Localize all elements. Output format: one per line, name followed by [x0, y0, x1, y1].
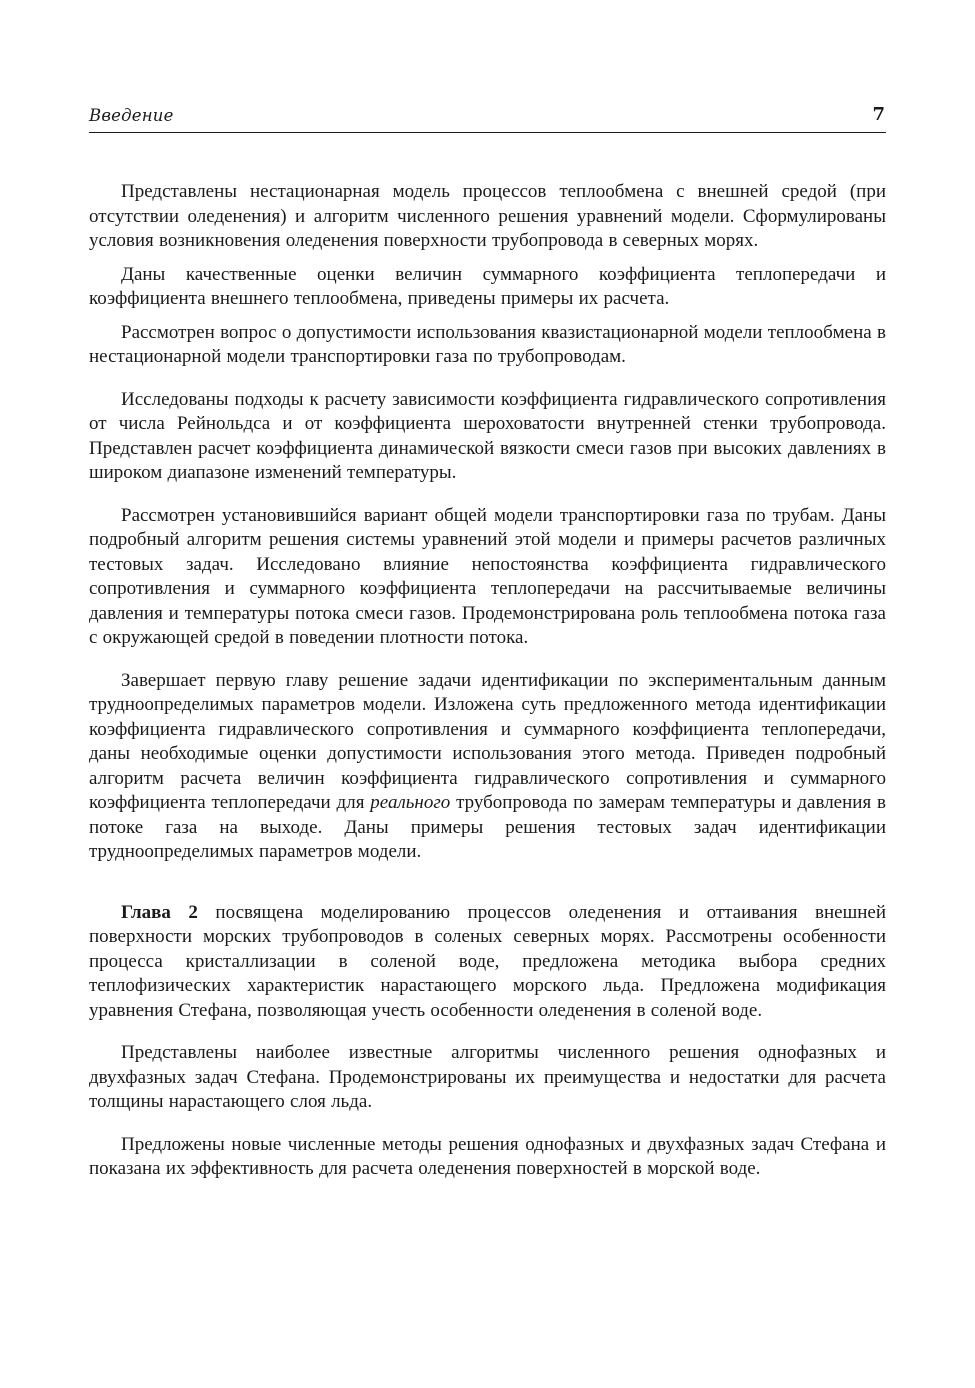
- section-title: Введение: [89, 106, 174, 125]
- identification-italic-word: реального: [370, 792, 451, 813]
- paragraph-new-methods: Предложены новые численные методы решения однофазных и двухфазных задач Стефана и показана их эффективность для расчета оледенения поверхностей в морской воде.: [89, 1133, 886, 1179]
- identification-text-after: трубопровода по замерам температуры и давления в потоке газа на выходе. Даны примеры решения тестовых задач идентификации трудноопределимых параметров модели.: [89, 792, 886, 862]
- paragraph-hydraulic-resistance: Исследованы подходы к расчету зависимости коэффициента гидравлического сопротивления от числа Рейнольдса и от коэффициента шероховатости внутренней стенки трубопровода. Представлен расчет коэффициента динамической вязкости смеси газов при высоких давлениях в широком диапазоне изменений температуры.: [89, 388, 886, 483]
- paragraph-chapter-2: [89, 901, 886, 1024]
- paragraph-heat-exchange-model: Представлены нестационарная модель процессов теплообмена с внешней средой (при отсутствии оледенения) и алгоритм численного решения уравнений модели. Сформулированы условия возникновения оледенения поверхности трубопровода в северных морях.: [89, 181, 886, 251]
- page-number: 7: [872, 104, 885, 125]
- paragraph-steady-state-model: Рассмотрен установившийся вариант общей модели транспортировки газа по трубам. Даны подробный алгоритм решения системы уравнений этой модели и примеры расчетов различных тестовых задач. Исследовано влияние непостоянства коэффициента гидравлического сопротивления и суммарного коэффициента теплопередачи на рассчитываемые величины давления и температуры потока смеси газов. Продемонстрирована роль теплообмена потока газа с окружающей средой в поведении плотности потока.: [89, 504, 886, 648]
- running-header: [89, 104, 886, 133]
- book-page: [89, 0, 886, 1388]
- body-text: [89, 180, 886, 1182]
- paragraph-quasistationary-model: Рассмотрен вопрос о допустимости использования квазистационарной модели теплообмена в нестационарной модели транспортировки газа по трубопроводам.: [89, 321, 886, 367]
- paragraph-identification: [89, 669, 886, 865]
- identification-text-before: Завершает первую главу решение задачи идентификации по экспериментальным данным трудноопределимых параметров модели. Изложена суть предложенного метода идентификации коэффициента гидравлического сопротивления и суммарного коэффициента теплопередачи, даны необходимые оценки допустимости использования этого метода. Приведен подробный алгоритм расчета величин коэффициента гидравлического сопротивления и суммарного коэффициента теплопередачи для: [89, 669, 886, 813]
- chapter-2-label: Глава 2: [121, 901, 198, 923]
- paragraph-heat-transfer-estimates: Даны качественные оценки величин суммарного коэффициента теплопередачи и коэффициента внешнего теплообмена, приведены примеры их расчета.: [89, 263, 886, 309]
- paragraph-stefan-algorithms: Представлены наиболее известные алгоритмы численного решения однофазных и двухфазных задач Стефана. Продемонстрированы их преимущества и недостатки для расчета толщины нарастающего слоя льда.: [89, 1042, 886, 1112]
- chapter-2-text: посвящена моделированию процессов оледенения и оттаивания внешней поверхности морских трубопроводов в соленых северных морях. Рассмотрены особенности процесса кристаллизации в соленой воде, предложена методика выбора средних теплофизических характеристик нарастающего морского льда. Предложена модификация уравнения Стефана, позволяющая учесть особенности оледенения в соленой воде.: [89, 901, 886, 1021]
